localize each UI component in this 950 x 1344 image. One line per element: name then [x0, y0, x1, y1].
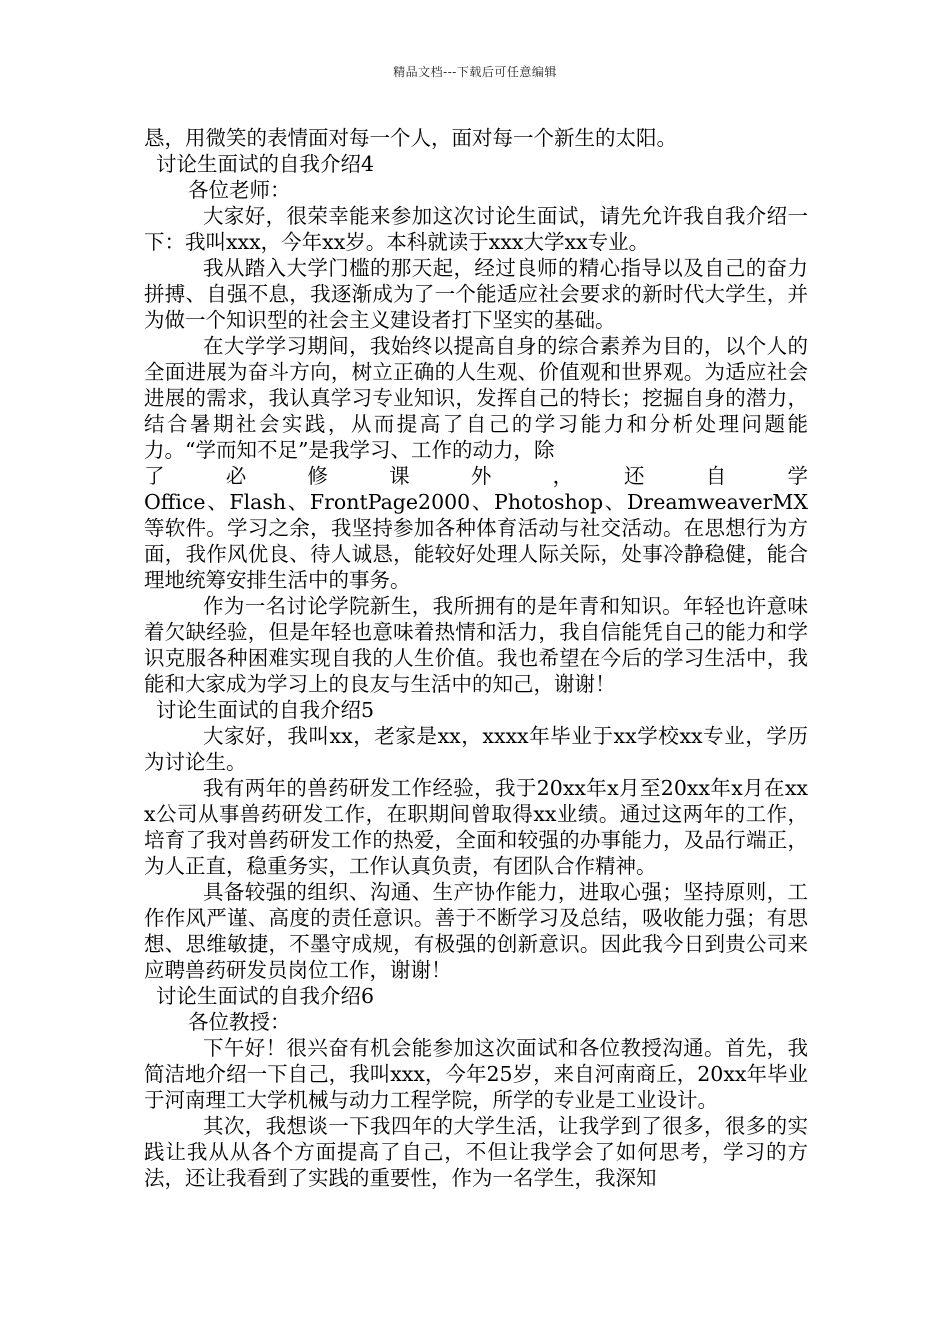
section-heading: 讨论生面试的自我介绍4 [156, 152, 375, 176]
salutation: 各位教授： [188, 1010, 291, 1034]
paragraph: 具备较强的组织、沟通、生产协作能力，进取心强；坚持原则，工作作风严谨、高度的责任意识。善于不断学习及总结，吸收能力强；有思想、思维敏捷，不墨守成规，有极强的创新意识。因此我今日到贵公司来应聘兽药研发员岗位工作，谢谢！ [144, 880, 808, 982]
salutation: 各位老师： [188, 178, 291, 202]
paragraph: 大家好，很荣幸能来参加这次讨论生面试，请先允许我自我介绍一下：我叫xxx，今年xx岁。本科就读于xxx大学xx专业。 [144, 204, 808, 254]
paragraph: 大家好，我叫xx，老家是xx，xxxx年毕业于xx学校xx专业，学历为讨论生。 [144, 724, 808, 774]
section-heading: 讨论生面试的自我介绍5 [156, 698, 375, 722]
paragraph: 我从踏入大学门槛的那天起，经过良师的精心指导以及自己的奋力拼搏、自强不息，我逐渐成为了一个能适应社会要求的新时代大学生，并为做一个知识型的社会主义建设者打下坚实的基础。 [144, 256, 808, 332]
paragraph: 我有两年的兽药研发工作经验，我于20xx年x月至20xx年x月在xxx公司从事兽药研发工作，在职期间曾取得xx业绩。通过这两年的工作，培育了我对兽药研发工作的热爱，全面和较强的办事能力，及品行端正，为人正直，稳重务实，工作认真负责，有团队合作精神。 [144, 776, 808, 878]
paragraph: 恳，用微笑的表情面对每一个人，面对每一个新生的太阳。 [144, 126, 677, 150]
paragraph: 其次，我想谈一下我四年的大学生活，让我学到了很多，很多的实践让我从从各个方面提高了自己，不但让我学会了如何思考，学习的方法，还让我看到了实践的重要性，作为一名学生，我深知 [144, 1114, 808, 1190]
paragraph: 作为一名讨论学院新生，我所拥有的是年青和知识。年轻也许意味着欠缺经验，但是年轻也意味着热情和活力，我自信能凭自己的能力和学识克服各种困难实现自我的人生价值。我也希望在今后的学习生活中，我能和大家成为学习上的良友与生活中的知己，谢谢！ [144, 594, 808, 696]
section-heading: 讨论生面试的自我介绍6 [156, 984, 375, 1008]
document-body [144, 125, 808, 1191]
paragraph: Office、Flash、FrontPage2000、Photoshop、DreamweaverMX等软件。学习之余，我坚持参加各种体育活动与社交活动。在思想行为方面，我作风优良、待人诚恳，能较好处理人际关际，处事冷静稳健，能合理地统筹安排生活中的事务。 [144, 490, 808, 592]
paragraph: 在大学学习期间，我始终以提高自身的综合素养为目的，以个人的全面进展为奋斗方向，树立正确的人生观、价值观和世界观。为适应社会进展的需求，我认真学习专业知识，发挥自己的特长；挖掘自身的潜力，结合暑期社会实践，从而提高了自己的学习能力和分析处理问题能力。“学而知不足”是我学习、工作的动力，除 [144, 334, 808, 462]
paragraph: 下午好！很兴奋有机会能参加这次面试和各位教授沟通。首先，我简洁地介绍一下自己，我叫xxx，今年25岁，来自河南商丘，20xx年毕业于河南理工大学机械与动力工程学院，所学的专业是工业设计。 [144, 1036, 808, 1112]
page-header: 精品文档---下载后可任意编辑 [393, 65, 557, 79]
paragraph-spaced-line: 了 必 修 课 外 ， 还 自 学 [144, 464, 808, 488]
